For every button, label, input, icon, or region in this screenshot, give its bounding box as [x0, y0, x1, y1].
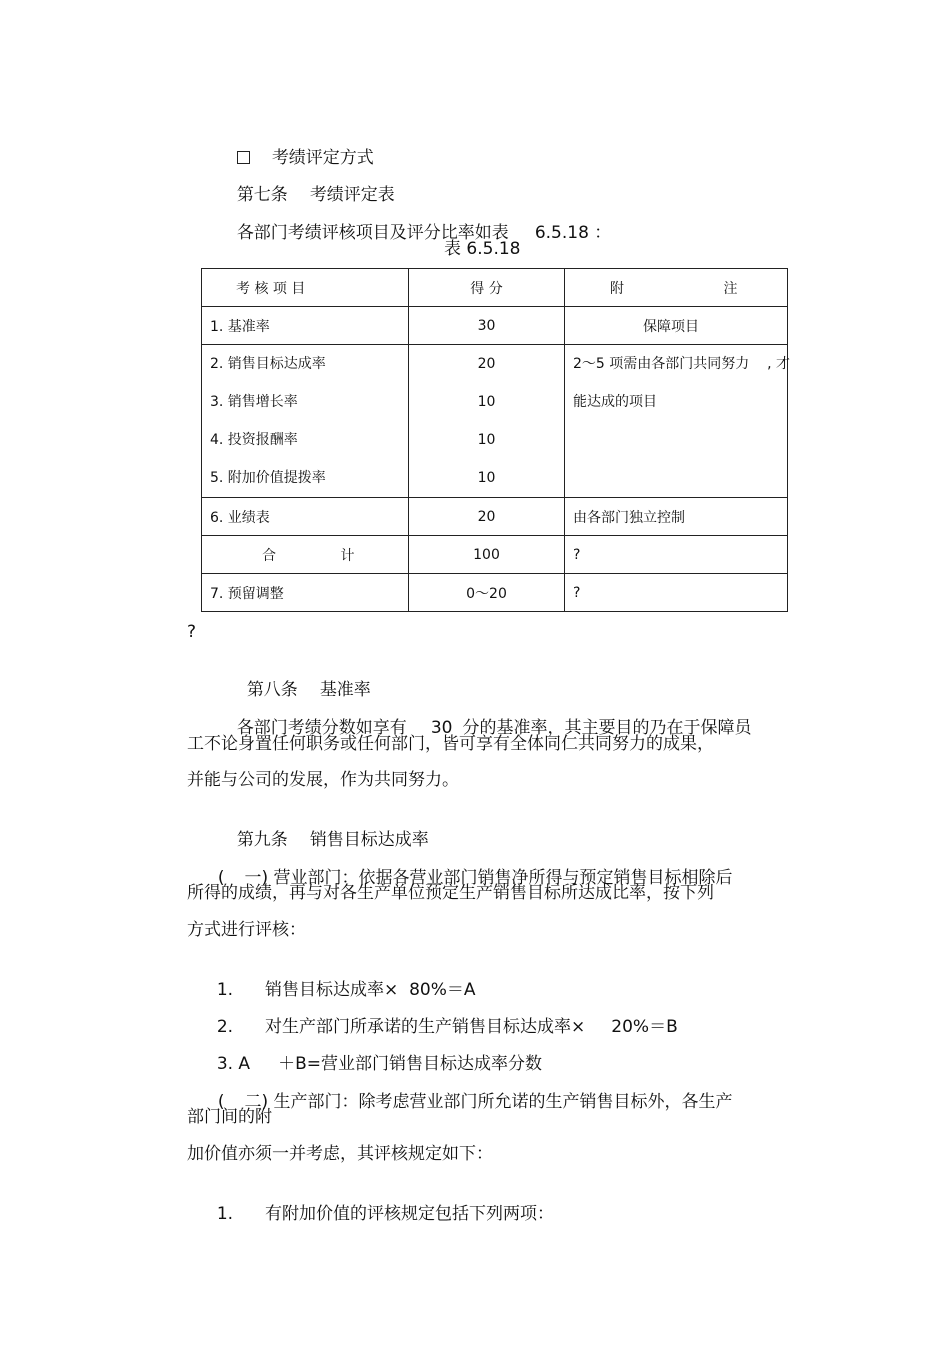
row7-note: ?	[565, 574, 788, 612]
header-note-a: 附	[610, 280, 624, 297]
sub-item-1	[206, 1181, 554, 1225]
row6-item: 6. 业绩表	[202, 498, 409, 536]
row3-score: 10	[477, 394, 496, 410]
header-note	[565, 269, 788, 307]
sub-item-1-text: 有附加价值的评核规定包括下列两项：	[265, 1204, 555, 1224]
article9-s2-paren: (	[217, 1092, 225, 1112]
article9-s2-line1	[207, 1069, 733, 1113]
table-row	[202, 574, 788, 612]
formula-1-text: 销售目标达成率× 80%＝A	[265, 980, 476, 1000]
table-total-row	[202, 536, 788, 574]
table-intro	[226, 200, 611, 244]
article9-s1-line2: 所得的成绩，再与对各生产单位预定生产销售目标所达成比率，按下列	[187, 883, 714, 903]
formula-2-val: 20%＝B	[611, 1017, 678, 1037]
total-item-b: 计	[340, 547, 355, 564]
total-score: 100	[409, 536, 565, 574]
row1-item: 1. 基准率	[202, 307, 409, 345]
row6-score: 20	[409, 498, 565, 536]
article9-s2-text: 二) 生产部门：除考虑营业部门所允诺的生产销售目标外，各生产	[244, 1092, 733, 1112]
article8-p1: 各部门考绩分数如享有	[236, 718, 407, 738]
table-row	[202, 498, 788, 536]
group-note-line1: 2～5 项需由各部门共同努力 , 才	[573, 356, 790, 372]
formula-1-num: 1.	[216, 980, 234, 1000]
total-note: ?	[565, 536, 788, 574]
group-note-line2: 能达成的项目	[573, 394, 657, 410]
table-caption: 表 6.5.18	[444, 239, 521, 259]
article9-s2-line3: 加价值亦须一并考虑，其评核规定如下：	[187, 1144, 493, 1164]
article9-s1-line3: 方式进行评核：	[187, 920, 306, 940]
row6-note: 由各部门独立控制	[565, 498, 788, 536]
sub-item-1-num: 1.	[216, 1204, 234, 1224]
row7-item: 7. 预留调整	[202, 574, 409, 612]
article9-title: 销售目标达成率	[309, 830, 429, 850]
section-heading-text: 考绩评定方式	[271, 148, 374, 168]
article8-para-line3: 并能与公司的发展，作为共同努力。	[187, 770, 459, 790]
row2-item: 2. 销售目标达成率	[210, 356, 326, 372]
group-items	[202, 345, 409, 498]
article8-label: 第八条	[246, 680, 298, 700]
table-intro-text: 各部门考绩评核项目及评分比率如表	[236, 223, 509, 243]
group-note	[565, 345, 788, 498]
formula-3-b: ＋B=营业部门销售目标达成率分数	[278, 1054, 542, 1074]
formula-2-num: 2.	[216, 1017, 234, 1037]
row2-score: 20	[477, 356, 496, 372]
formula-3-a: 3. A	[216, 1054, 251, 1074]
article8-para-line2: 工不论身置任何职务或任何部门，皆可享有全体同仁共同努力的成果，	[187, 734, 714, 754]
table-header-row	[202, 269, 788, 307]
total-item-a: 合	[262, 547, 276, 564]
article9-s2-line2: 部门间的附	[187, 1107, 272, 1127]
row7-score: 0～20	[409, 574, 565, 612]
article9-s1-paren: (	[217, 868, 225, 888]
row5-item: 5. 附加价值提拨率	[210, 470, 326, 486]
article9-label: 第九条	[236, 830, 288, 850]
row4-score: 10	[477, 432, 496, 448]
article8-p1-num: 30	[430, 718, 453, 738]
row1-note-text: 保障项目	[643, 318, 699, 335]
article8-p1-rest: 分的基准率，其主要目的乃在于保障员	[462, 718, 752, 738]
header-item	[202, 269, 409, 307]
article7-title: 考绩评定表	[309, 185, 395, 205]
table-intro-ref: 6.5.18 ：	[534, 223, 612, 243]
row4-item: 4. 投资报酬率	[210, 432, 298, 448]
after-table-mark: ?	[187, 622, 197, 642]
row3-item: 3. 销售增长率	[210, 394, 298, 410]
row1-note	[565, 307, 788, 345]
header-score: 得 分	[409, 269, 565, 307]
total-item	[202, 536, 409, 574]
formula-2-text: 对生产部门所承诺的生产销售目标达成率×	[265, 1017, 586, 1037]
evaluation-table	[201, 268, 788, 612]
article7-label: 第七条	[236, 185, 288, 205]
table-row	[202, 307, 788, 345]
article8-title: 基准率	[319, 680, 371, 700]
group-scores	[409, 345, 565, 498]
article9-s1-text: 一) 营业部门：依据各营业部门销售净所得与预定销售目标相除后	[244, 868, 733, 888]
header-item-text: 考 核 项 目	[236, 280, 306, 297]
table-row-group	[202, 345, 788, 498]
row1-score: 30	[409, 307, 565, 345]
header-note-b: 注	[723, 280, 738, 297]
row5-score: 10	[477, 470, 496, 486]
